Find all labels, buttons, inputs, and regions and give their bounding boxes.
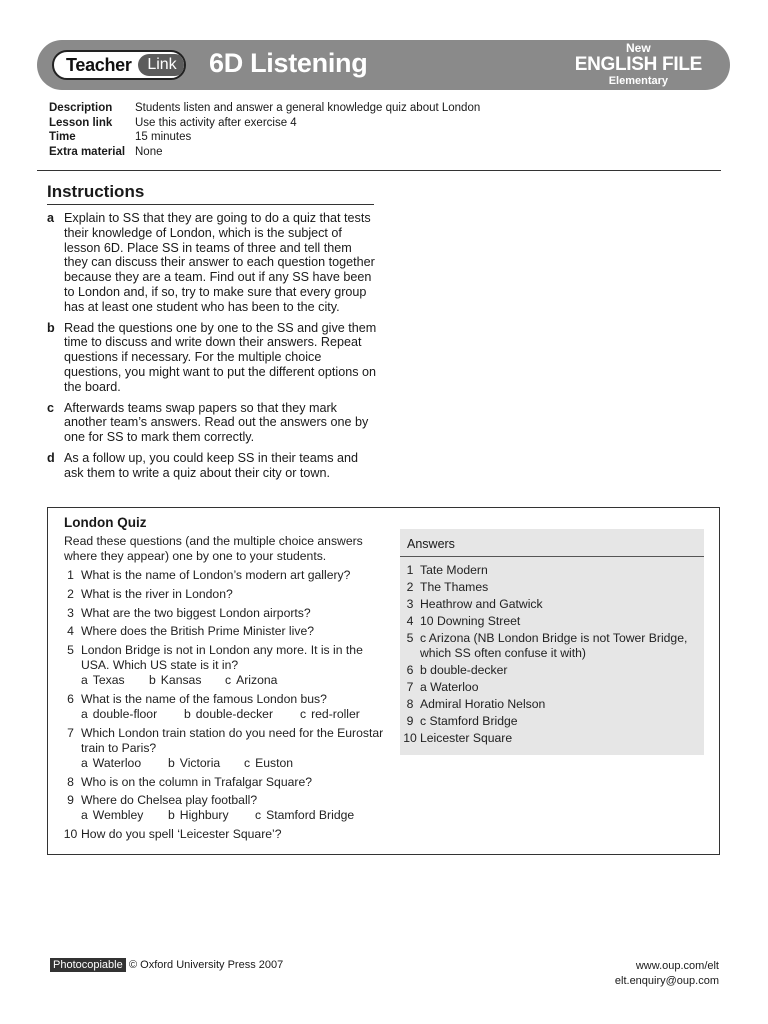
question-body xyxy=(81,793,385,823)
option-text: Victoria xyxy=(179,755,221,770)
answer-text: a Waterloo xyxy=(420,680,479,694)
answer-number: 8 xyxy=(406,697,414,711)
answer-item xyxy=(400,597,704,612)
option xyxy=(81,707,184,722)
answer-number: 6 xyxy=(406,663,414,677)
option-text: double-floor xyxy=(92,706,158,721)
question-number: 4 xyxy=(67,624,74,639)
logo-teacher-text: Teacher xyxy=(66,55,132,75)
question-number: 7 xyxy=(67,725,74,740)
answer-number: 10 xyxy=(403,731,417,745)
question-text: Which London train station do you need for the Eurostar train to Paris? xyxy=(81,725,384,755)
answers-panel xyxy=(400,529,704,755)
instruction-letter: d xyxy=(47,450,55,465)
instruction-text: Explain to SS that they are going to do a quiz that tests their knowledge of London, which is the subject of lesson 6D. Place SS in teams of three and tell them they can discuss their answer to each question together because they are a team. Find out if any SS have been to London and, if so, try to make sure that every group has at least one student who has been to the city. xyxy=(64,211,375,314)
option xyxy=(244,756,293,771)
option-letter: a xyxy=(81,755,88,770)
answer-number: 1 xyxy=(406,563,414,577)
answer-item xyxy=(400,631,704,661)
option-letter: a xyxy=(81,808,88,823)
option-text: Stamford Bridge xyxy=(266,808,355,823)
answer-number: 3 xyxy=(406,597,414,611)
option-text: red-roller xyxy=(311,706,360,721)
copyright: © Oxford University Press 2007 xyxy=(129,959,284,971)
instruction-item xyxy=(47,451,377,481)
question-number: 9 xyxy=(67,793,74,808)
option-letter: a xyxy=(81,673,88,688)
quiz-question xyxy=(60,587,385,602)
teacher-link-logo xyxy=(52,50,186,80)
answer-item xyxy=(400,697,704,712)
quiz-questions xyxy=(60,568,385,846)
meta-row-extra-material xyxy=(49,145,480,160)
quiz-question xyxy=(60,568,385,583)
instruction-letter: c xyxy=(47,400,55,415)
question-text: Who is on the column in Trafalgar Square? xyxy=(81,774,313,789)
meta-row-time xyxy=(49,130,480,145)
question-options xyxy=(81,673,385,688)
option xyxy=(168,756,244,771)
instruction-text: Read the questions one by one to the SS and give them time to discuss and write down their answers. Repeat questions if necessary. For the multiple choice questions, you might want to put the different options on the board. xyxy=(64,320,377,394)
answer-number: 9 xyxy=(406,714,414,728)
option xyxy=(149,673,225,688)
quiz-intro: Read these questions (and the multiple choice answers where they appear) one by one to your students. xyxy=(64,534,363,563)
meta-row-description xyxy=(49,101,480,116)
answer-item xyxy=(400,731,704,746)
quiz-question xyxy=(60,692,385,722)
meta-label: Extra material xyxy=(49,145,126,158)
answer-number: 7 xyxy=(406,680,414,694)
logo-link-text: Link xyxy=(138,54,186,76)
divider xyxy=(47,204,374,205)
option-text: Highbury xyxy=(179,808,229,823)
answer-item xyxy=(400,663,704,678)
activity-meta xyxy=(49,101,480,159)
answer-item xyxy=(400,680,704,695)
quiz-question xyxy=(60,624,385,639)
option-letter: b xyxy=(184,706,191,721)
option-letter: c xyxy=(300,706,307,721)
question-number: 3 xyxy=(67,605,74,620)
answer-number: 5 xyxy=(406,631,414,645)
brand-new: New xyxy=(626,41,651,55)
quiz-question xyxy=(60,827,385,842)
option xyxy=(168,808,255,823)
question-text: Where does the British Prime Minister live? xyxy=(81,624,314,639)
option-text: Texas xyxy=(92,673,125,688)
option-letter: c xyxy=(225,673,232,688)
quiz-question xyxy=(60,793,385,823)
question-options xyxy=(81,808,385,823)
quiz-title: London Quiz xyxy=(64,515,147,530)
answers-heading: Answers xyxy=(400,529,704,557)
question-text: How do you spell ‘Leicester Square’? xyxy=(81,827,282,842)
quiz-question xyxy=(60,643,385,688)
instruction-item xyxy=(47,321,377,395)
option xyxy=(81,756,168,771)
option-letter: c xyxy=(244,755,251,770)
answer-item xyxy=(400,563,704,578)
photocopiable-badge: Photocopiable xyxy=(50,958,126,972)
option-letter: b xyxy=(168,808,175,823)
meta-value: 15 minutes xyxy=(135,131,192,143)
quiz-question xyxy=(60,726,385,771)
instructions-heading: Instructions xyxy=(47,182,145,201)
instruction-letter: a xyxy=(47,211,55,225)
header-banner xyxy=(37,40,730,90)
question-body xyxy=(81,643,385,688)
question-text: What is the river in London? xyxy=(81,586,233,601)
option xyxy=(300,707,360,722)
question-text: Where do Chelsea play football? xyxy=(81,793,258,808)
option xyxy=(255,808,354,823)
instruction-text: Afterwards teams swap papers so that they mark another team’s answers. Read out the answers one by one for SS to mark them correctly. xyxy=(64,400,369,445)
answer-number: 2 xyxy=(406,580,414,594)
question-number: 1 xyxy=(67,568,74,582)
instruction-text: As a follow up, you could keep SS in their teams and ask them to write a quiz about their city or town. xyxy=(64,450,359,480)
answer-item xyxy=(400,714,704,729)
london-quiz-box xyxy=(47,507,720,855)
option-text: Kansas xyxy=(160,673,202,688)
quiz-question xyxy=(60,775,385,790)
lesson-title: 6D Listening xyxy=(209,48,368,78)
question-number: 6 xyxy=(67,691,74,706)
answers-list xyxy=(400,557,704,746)
brand-name: ENGLISH FILE xyxy=(574,54,702,75)
option xyxy=(184,707,300,722)
answer-text: b double-decker xyxy=(420,663,508,677)
meta-row-lesson-link xyxy=(49,116,480,131)
question-text: What are the two biggest London airports? xyxy=(81,605,311,620)
meta-label: Description xyxy=(49,102,113,114)
answer-text: Heathrow and Gatwick xyxy=(420,597,543,611)
answer-text: Leicester Square xyxy=(420,731,513,745)
answer-text: c Stamford Bridge xyxy=(420,714,518,728)
instruction-item xyxy=(47,401,377,445)
option-text: Wembley xyxy=(92,808,144,823)
quiz-question xyxy=(60,606,385,621)
option-letter: a xyxy=(81,706,88,721)
option xyxy=(81,673,149,688)
question-number: 8 xyxy=(67,774,74,789)
question-options xyxy=(81,756,385,771)
option xyxy=(225,673,277,688)
option-text: Arizona xyxy=(236,673,278,688)
option-letter: b xyxy=(168,755,175,770)
footer-contact xyxy=(615,959,719,989)
meta-value: Use this activity after exercise 4 xyxy=(135,116,297,129)
question-options xyxy=(81,707,385,722)
question-number: 2 xyxy=(67,586,74,601)
brand-logo xyxy=(575,42,702,87)
footer-email[interactable]: elt.enquiry@oup.com xyxy=(614,975,719,987)
question-body xyxy=(81,726,385,771)
option-text: Euston xyxy=(255,755,294,770)
meta-label: Time xyxy=(49,131,76,143)
option-letter: c xyxy=(255,808,262,823)
meta-label: Lesson link xyxy=(49,116,113,129)
option xyxy=(81,808,168,823)
option-letter: b xyxy=(149,673,156,688)
answer-text: 10 Downing Street xyxy=(420,614,521,628)
answer-item xyxy=(400,614,704,629)
answer-number: 4 xyxy=(406,614,414,628)
brand-level: Elementary xyxy=(608,75,668,87)
answer-text: c Arizona (NB London Bridge is not Tower Bridge, which SS often confuse it with) xyxy=(420,631,688,660)
question-text: London Bridge is not in London any more. It is in the USA. Which US state is it in? xyxy=(81,643,363,673)
option-text: Waterloo xyxy=(92,755,142,770)
instruction-letter: b xyxy=(47,320,55,335)
meta-value: None xyxy=(135,145,163,158)
instruction-item xyxy=(47,211,377,315)
footer-url[interactable]: www.oup.com/elt xyxy=(635,960,719,972)
question-number: 5 xyxy=(67,643,74,658)
question-body xyxy=(81,692,385,722)
question-number: 10 xyxy=(63,827,78,842)
answer-text: Tate Modern xyxy=(420,563,488,577)
answer-item xyxy=(400,580,704,595)
answer-text: The Thames xyxy=(420,580,489,594)
meta-value: Students listen and answer a general knowledge quiz about London xyxy=(135,102,481,114)
question-text: What is the name of London’s modern art gallery? xyxy=(81,568,351,582)
instructions-list xyxy=(47,211,377,487)
answer-text: Admiral Horatio Nelson xyxy=(420,697,546,711)
question-text: What is the name of the famous London bus? xyxy=(81,691,327,706)
divider xyxy=(37,170,721,171)
option-text: double-decker xyxy=(195,706,274,721)
